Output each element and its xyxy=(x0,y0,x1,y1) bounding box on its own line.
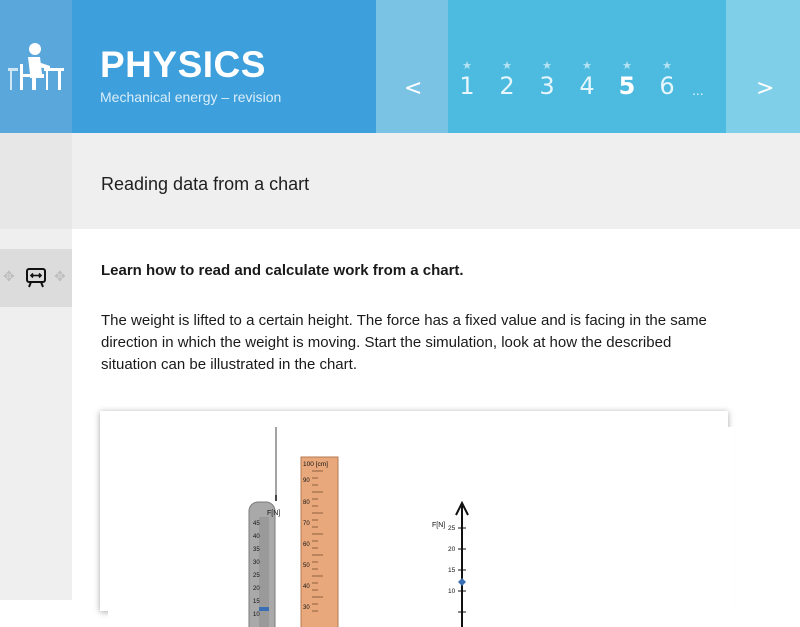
page-number: 1 xyxy=(459,72,475,100)
section-title: Reading data from a chart xyxy=(101,174,310,194)
page-item-4[interactable] xyxy=(572,60,602,100)
y-axis-label: F[N] xyxy=(432,522,446,529)
simulation-canvas[interactable] xyxy=(108,427,734,627)
y-tick-label: 25 xyxy=(448,525,456,532)
page-number: 4 xyxy=(579,72,595,100)
prev-page-block[interactable] xyxy=(376,0,448,133)
section-band-left xyxy=(0,133,72,229)
meter-tick: 20 xyxy=(253,586,260,592)
y-tick-label: 10 xyxy=(448,588,456,595)
tool-strip xyxy=(0,249,72,307)
star-icon: ★ xyxy=(462,60,472,72)
ruler-tick: 60 xyxy=(303,542,310,548)
meter-tick: 10 xyxy=(253,612,260,618)
ruler-tick: 80 xyxy=(303,500,310,506)
force-chart xyxy=(432,503,468,627)
page-item-1[interactable] xyxy=(452,60,482,100)
move-arrows-icon[interactable]: ✥ xyxy=(54,269,66,285)
page-number: 6 xyxy=(659,72,675,100)
more-pages-button[interactable]: ... xyxy=(692,82,704,98)
prev-page-button[interactable]: < xyxy=(404,76,423,101)
page-item-5[interactable] xyxy=(612,60,642,100)
star-icon: ★ xyxy=(662,60,672,72)
page-navigation xyxy=(448,0,726,133)
move-arrows-icon[interactable]: ✥ xyxy=(3,269,15,285)
ruler-tick: 30 xyxy=(303,605,310,611)
meter-tick: 45 xyxy=(253,521,260,527)
app-header xyxy=(0,0,800,133)
lesson-lead: Learn how to read and calculate work from a chart. xyxy=(101,262,464,279)
page-item-6[interactable] xyxy=(652,60,682,100)
simulation-card[interactable] xyxy=(100,411,728,618)
star-icon: ★ xyxy=(502,60,512,72)
lesson-paragraph: The weight is lifted to a certain height. The force has a fixed value and is facing in the same direction in which the weight is moving. Start the simulation, look at how the described situation can be illustrated in the chart. xyxy=(101,312,707,373)
data-point xyxy=(458,578,466,586)
star-icon: ★ xyxy=(542,60,552,72)
star-icon: ★ xyxy=(582,60,592,72)
star-icon: ★ xyxy=(622,60,632,72)
ruler-tick: 50 xyxy=(303,563,310,569)
page-list xyxy=(448,60,726,110)
page-number: 2 xyxy=(499,72,515,100)
ruler-tick: 90 xyxy=(303,478,310,484)
meter-tick: 25 xyxy=(253,573,260,579)
page-number: 5 xyxy=(618,72,636,100)
resize-horizontal-icon[interactable] xyxy=(24,266,48,290)
ruler-tick: 40 xyxy=(303,584,310,590)
title-block xyxy=(72,0,376,133)
page-number: 3 xyxy=(539,72,555,100)
student-at-desk-icon xyxy=(6,38,66,94)
lesson-subtitle: Mechanical energy – revision xyxy=(100,89,282,105)
newton-meter-label: F[N] xyxy=(267,510,281,517)
meter-tick: 15 xyxy=(253,599,260,605)
ruler-label: 100 [cm] xyxy=(303,461,328,468)
y-tick-label: 15 xyxy=(448,567,456,574)
y-tick-label: 20 xyxy=(448,546,456,553)
next-page-button[interactable]: > xyxy=(756,76,775,101)
logo-block xyxy=(0,0,72,133)
next-page-block[interactable] xyxy=(726,0,800,133)
meter-tick: 40 xyxy=(253,534,260,540)
ruler-tick: 70 xyxy=(303,521,310,527)
page-item-2[interactable] xyxy=(492,60,522,100)
meter-tick: 30 xyxy=(253,560,260,566)
meter-tick: 35 xyxy=(253,547,260,553)
meter-indicator xyxy=(259,607,269,611)
subject-title: PHYSICS xyxy=(100,44,266,85)
simulation-illustration xyxy=(108,427,734,627)
page-item-3[interactable] xyxy=(532,60,562,100)
